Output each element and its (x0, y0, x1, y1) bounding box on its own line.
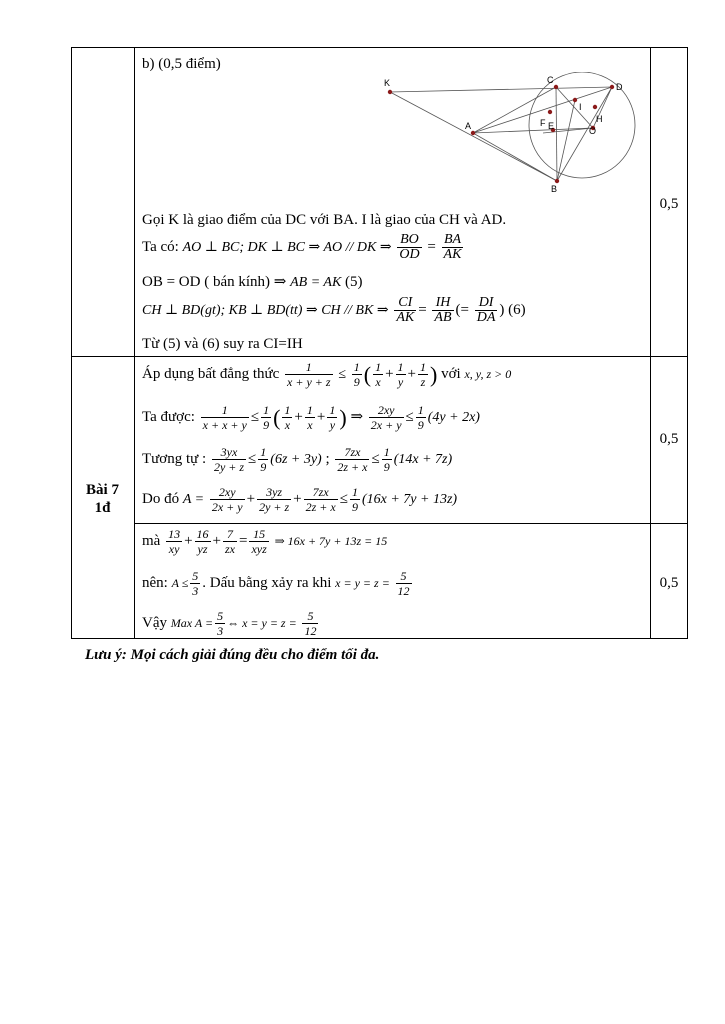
svg-text:O: O (589, 126, 597, 136)
part-b-line2: Ta có: AO ⊥ BC; DK ⊥ BC ⇒ AO // DK ⇒ $\frac{BO}{OD}$ = $\frac{BA}{AK}$ (142, 232, 462, 262)
bai7-row4: Do đó A = $\frac{2xy}{2x + y}$ + $\frac{3yz}{2y + z}$ + $\frac{7zx}{2z + x}$ ≤ $\frac{1}{9}$ (16x + 7y + 13z) (142, 485, 458, 514)
bai7-row1: Áp dụng bất đẳng thức $\frac{1}{x + y + z}$ ≤ $\frac{1}{9}$ ( $\frac{1}{x}$ + $\frac{1}{y}$ + $\frac{1}{z}$ ) với x, y, z > 0 (142, 360, 512, 389)
footer-note: Lưu ý: Mọi cách giải đúng đều cho điểm tối đa. (85, 647, 380, 663)
svg-text:F: F (540, 118, 546, 128)
svg-text:B: B (551, 184, 558, 192)
part-b-line5: Từ (5) và (6) suy ra CI=IH (142, 336, 303, 352)
table-border-bottom (71, 638, 688, 639)
geometry-figure (380, 72, 640, 192)
bai7-row5: mà $\frac{13}{xy}$ + $\frac{16}{yz}$ + $\frac{7}{zx}$ = $\frac{15}{\text{xyz}}$ ⇒ 16x + 7y + 13z = 15 (142, 527, 388, 556)
row-divider-1 (71, 356, 688, 357)
table-border-right (687, 47, 688, 639)
bai7-row2: Ta được: $\frac{1}{x + x + y}$ ≤ $\frac{1}{9}$ ( $\frac{1}{x}$ + $\frac{1}{x}$ + $\frac{1}{y}$ ) ⇒ $\frac{2xy}{2x + y}$ ≤ $\frac{1}{9}$ (4y + 2x) (142, 403, 480, 432)
bai7-score-1: 0,5 (659, 431, 679, 447)
svg-text:K: K (384, 78, 391, 88)
svg-text:C: C (547, 75, 554, 85)
bai7-score-2: 0,5 (659, 575, 679, 591)
svg-text:H: H (596, 114, 603, 124)
part-b-line3: OB = OD ( bán kính) ⇒ AB = AK (5) (142, 274, 363, 290)
table-border-top (71, 47, 688, 48)
part-b-line1: Gọi K là giao điểm của DC với BA. I là giao của CH và AD. (142, 212, 507, 228)
bai7-row3: Tương tự : $\frac{3yx}{2y + z}$ ≤ $\frac{1}{9}$ (6z + 3y) ; $\frac{7zx}{2z + x}$ ≤ $\frac{1}{9}$ (14x + 7z) (142, 445, 453, 474)
part-b-score: 0,5 (659, 196, 679, 212)
part-b-line4: CH ⊥ BD(gt); KB ⊥ BD(tt) ⇒ CH // BK ⇒ $\frac{CI}{AK}$ = $\frac{IH}{AB}$ (= $\frac{DI}{DA}$ ) (6) (142, 295, 526, 325)
table-border-left (71, 47, 72, 639)
svg-text:A: A (465, 121, 472, 131)
bai7-row7: Vậy Max A = $\frac{5}{3}$ ⇔ x = y = z = $\frac{5}{12}$ (142, 609, 317, 638)
svg-text:D: D (616, 82, 623, 92)
bai7-row6: nên: A ≤ $\frac{5}{3}$ . Dấu bằng xảy ra khi x = y = z = $\frac{5}{12}$ (142, 569, 410, 598)
svg-text:I: I (579, 102, 582, 112)
column-divider-2 (650, 47, 651, 639)
bai7-label: Bài 7 1đ (86, 482, 119, 516)
svg-text:E: E (548, 121, 555, 131)
row-divider-2 (134, 523, 688, 524)
part-b-header: b) (0,5 điểm) (142, 56, 221, 72)
column-divider-1 (134, 47, 135, 639)
